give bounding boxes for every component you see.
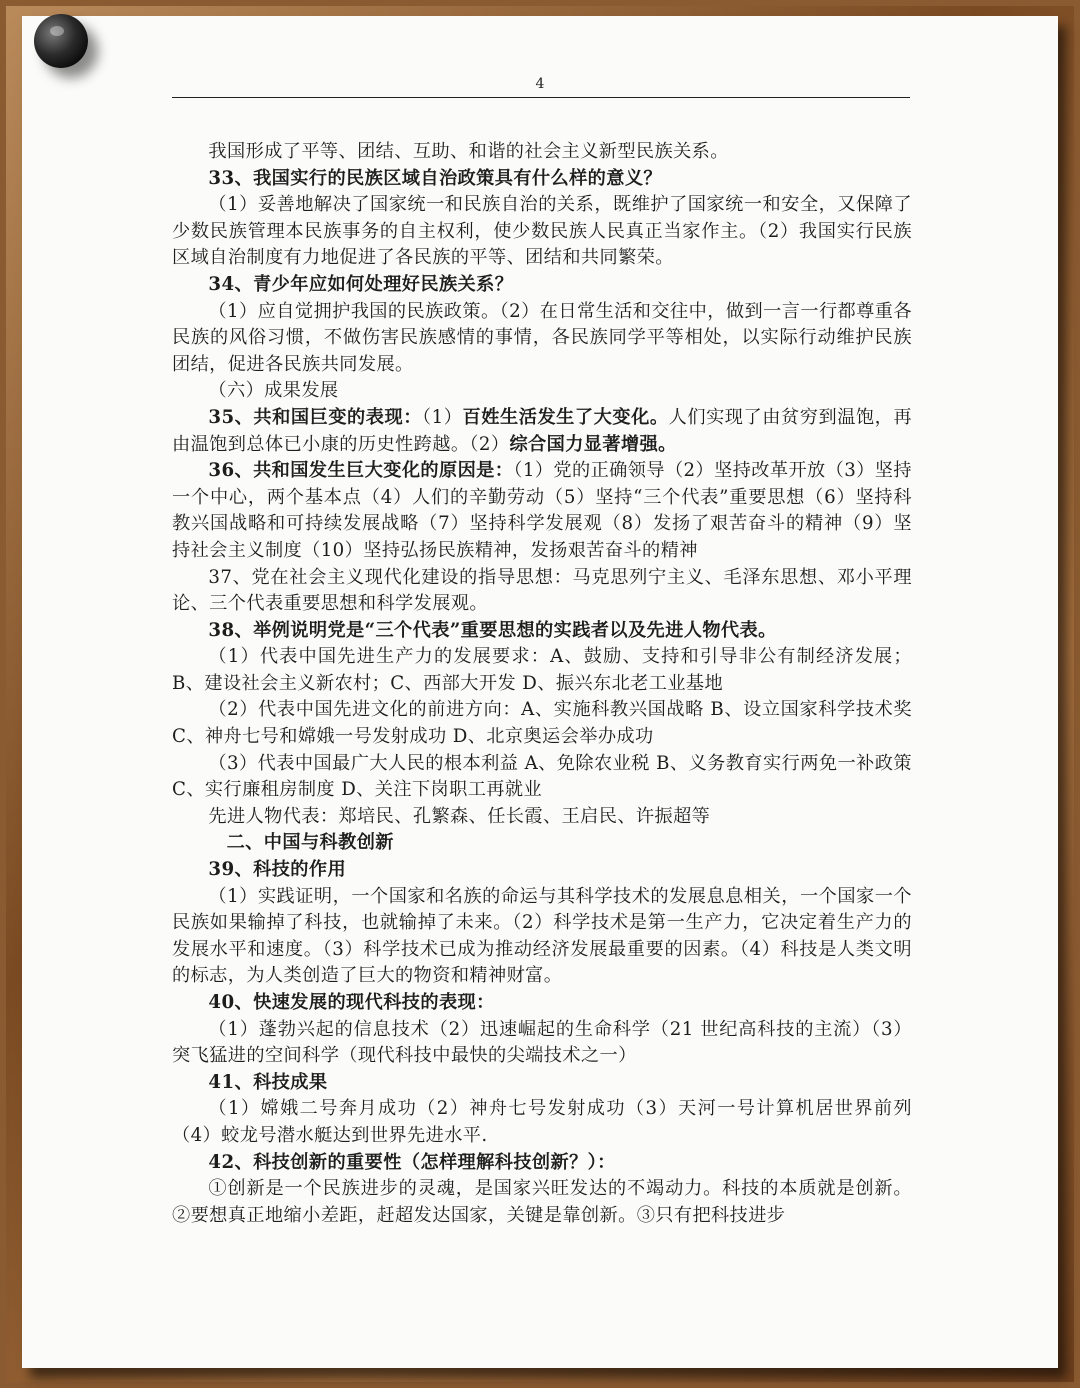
bold-text-run: 二、中国与科教创新 <box>226 832 394 854</box>
text-run: （1）嫦娥二号奔月成功（2）神舟七号发射成功（3）天河一号计算机居世界前列（4）蛟龙号潜水艇达到世界先进水平. <box>172 1098 912 1146</box>
paragraph <box>172 644 912 697</box>
bold-text-run: 38、举例说明党是“三个代表”重要思想的实践者以及先进人物代表。 <box>208 619 777 641</box>
document-body <box>172 139 912 1229</box>
paragraph <box>172 565 912 618</box>
header-rule <box>172 97 910 98</box>
paragraph <box>172 299 912 379</box>
bold-text-run: 42、科技创新的重要性（怎样理解科技创新？）： <box>208 1151 616 1173</box>
text-run: （3）代表中国最广大人民的根本利益 A、免除农业税 B、义务教育实行两免一补政策 C、实行廉租房制度 D、关注下岗职工再就业 <box>172 752 912 801</box>
paragraph <box>172 1176 912 1229</box>
pushpin-icon <box>34 14 88 68</box>
paragraph <box>172 804 912 831</box>
text-run: （1）妥善地解决了国家统一和民族自治的关系，既维护了国家统一和安全，又保障了少数民族管理本民族事务的自主权利，使少数民族人民真正当家作主。（2）我国实行民族区域自治制度有力地促进了各民族的平等、团结和共同繁荣。 <box>172 194 912 269</box>
bold-text-run: 41、科技成果 <box>208 1071 328 1093</box>
bold-text-run: 综合国力显著增强。 <box>509 433 677 455</box>
paragraph <box>172 857 912 884</box>
paragraph <box>172 990 912 1017</box>
bold-text-run: 35、共和国巨变的表现： <box>208 406 422 428</box>
bold-text-run: 34、青少年应如何处理好民族关系？ <box>208 273 514 295</box>
text-run: 先进人物代表：郑培民、孔繁森、任长霞、王启民、许振超等 <box>208 805 711 827</box>
paragraph <box>172 1096 912 1149</box>
text-run: 我国形成了平等、团结、互助、和谐的社会主义新型民族关系。 <box>208 141 729 162</box>
bold-text-run: 百姓生活发生了大变化。 <box>462 406 669 428</box>
paragraph <box>172 1017 912 1070</box>
bold-text-run: 39、科技的作用 <box>208 859 347 881</box>
paragraph <box>172 272 912 299</box>
bold-text-run: 36、共和国发生巨大变化的原因是： <box>208 460 514 482</box>
text-run: （1）党的正确领导（2）坚持改革开放（3）坚持一个中心，两个基本点（4）人们的辛勤劳动（5）坚持“三个代表”重要思想（6）坚持科教兴国战略和可持续发展战略（7）坚持科学发展观（8）发扬了艰苦奋斗的精神（9）坚持社会主义制度（10）坚持弘扬民族精神，发扬艰苦奋斗的精神 <box>172 460 912 561</box>
text-run: 人们实现了由贫穷到温饱，再由温饱到总体已小康的历史性跨越。（2） <box>172 406 913 455</box>
paragraph <box>172 751 912 804</box>
paragraph <box>172 884 912 990</box>
paragraph <box>172 458 912 564</box>
text-run: （1）实践证明，一个国家和名族的命运与其科学技术的发展息息相关，一个国家一个民族如果输掉了科技，也就输掉了未来。（2）科学技术是第一生产力，它决定着生产力的发展水平和速度。（3）科学技术已成为推动经济发展最重要的因素。（4）科技是人类文明的标志，为人类创造了巨大的物资和精神财富。 <box>172 885 912 987</box>
bold-text-run: 40、快速发展的现代科技的表现： <box>208 992 495 1013</box>
paragraph <box>172 1070 912 1097</box>
bold-text-run: 33、我国实行的民族区域自治政策具有什么样的意义？ <box>208 167 663 189</box>
text-run: 37、党在社会主义现代化建设的指导思想：马克思列宁主义、毛泽东思想、邓小平理论、三个代表重要思想和科学发展观。 <box>172 566 912 615</box>
text-run: （1） <box>422 406 463 428</box>
paragraph <box>172 405 912 458</box>
paragraph <box>172 192 912 272</box>
paragraph <box>172 378 912 405</box>
text-run: （1）应自觉拥护我国的民族政策。（2）在日常生活和交往中，做到一言一行都尊重各民族的风俗习惯，不做伤害民族感情的事情，各民族同学平等相处，以实际行动维护民族团结，促进各民族共同发展。 <box>172 300 912 375</box>
text-run: （2）代表中国先进文化的前进方向：A、实施科教兴国战略 B、设立国家科学技术奖 C、神舟七号和嫦娥一号发射成功 D、北京奥运会举办成功 <box>172 699 912 748</box>
paragraph <box>172 697 912 750</box>
text-run: （1）蓬勃兴起的信息技术（2）迅速崛起的生命科学（21 世纪高科技的主流）（3）突飞猛进的空间科学（现代科技中最快的尖端技术之一） <box>172 1018 912 1067</box>
paragraph <box>172 166 912 193</box>
paragraph <box>172 830 912 857</box>
text-run: （1）代表中国先进生产力的发展要求：A、鼓励、支持和引导非公有制经济发展；B、建设社会主义新农村；C、西部大开发 D、振兴东北老工业基地 <box>172 646 912 694</box>
text-run: ①创新是一个民族进步的灵魂，是国家兴旺发达的不竭动力。科技的本质就是创新。②要想真正地缩小差距，赶超发达国家，关键是靠创新。③只有把科技进步 <box>172 1178 912 1226</box>
paragraph <box>172 618 912 645</box>
paragraph <box>172 1150 912 1177</box>
page-number: 4 <box>535 76 545 92</box>
text-run: （六）成果发展 <box>208 380 339 402</box>
paragraph <box>172 139 912 166</box>
